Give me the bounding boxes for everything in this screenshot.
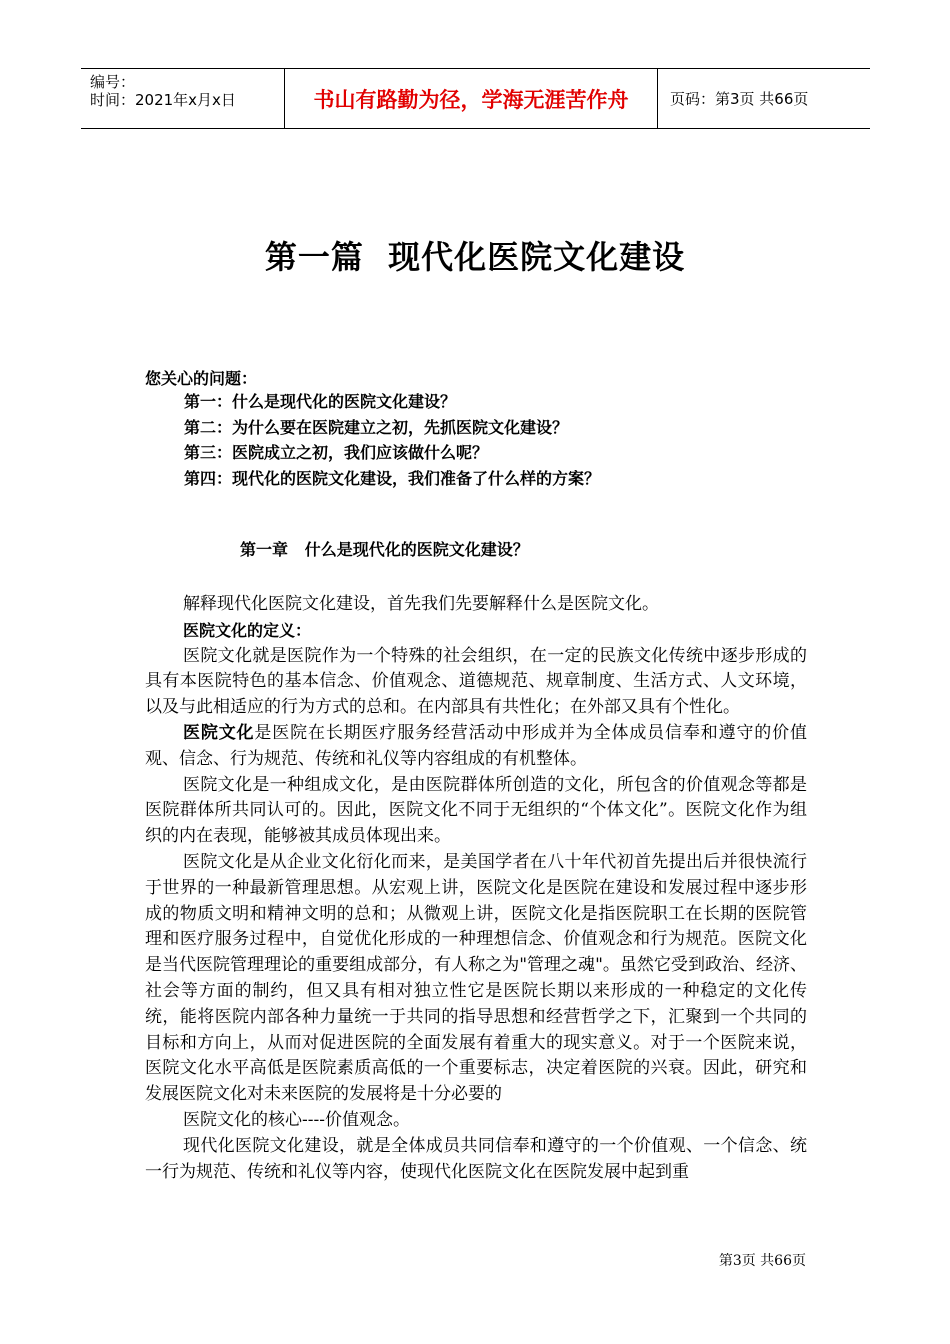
chapter-title: 第一章 什么是现代化的医院文化建设？ <box>240 540 529 559</box>
body-text <box>145 592 807 1185</box>
paragraph: 现代化医院文化建设，就是全体成员共同信奉和遵守的一个价值观、一个信念、统一行为规范、传统和礼仪等内容，使现代化医院文化在医院发展中起到重 <box>145 1135 807 1182</box>
page-footer: 第3页 共66页 <box>718 1253 806 1269</box>
header-meta <box>81 69 284 128</box>
header-page-info: 页码：第3页 共66页 <box>670 90 809 108</box>
document-date: 时间：2021年x月x日 <box>90 91 236 109</box>
paragraph: 医院文化的核心----价值观念。 <box>183 1109 410 1130</box>
definition-heading: 医院文化的定义： <box>183 620 312 640</box>
question-item: 第一：什么是现代化的医院文化建设？ <box>184 392 457 411</box>
paragraph: 医院文化是一种组成文化，是由医院群体所创造的文化，所包含的价值观念等都是医院群体所共同认可的。因此，医院文化不同于无组织的“个体文化”。医院文化作为组织的内在表现，能够被其成员体现出来。 <box>145 774 807 847</box>
intro-paragraph: 解释现代化医院文化建设，首先我们先要解释什么是医院文化。 <box>183 594 659 614</box>
paragraph <box>145 721 807 773</box>
question-item: 第二：为什么要在医院建立之初，先抓医院文化建设？ <box>184 417 569 437</box>
question-item: 第三：医院成立之初，我们应该做什么呢？ <box>184 443 489 463</box>
part-title: 第一篇 现代化医院文化建设 <box>264 238 686 276</box>
bold-term: 医院文化 <box>183 722 255 743</box>
concern-label: 您关心的问题： <box>145 369 258 388</box>
paragraph: 医院文化是从企业文化衍化而来，是美国学者在八十年代初首先提出后并很快流行于世界的一种最新管理思想。从宏观上讲，医院文化是医院在建设和发展过程中逐步形成的物质文明和精神文明的总和；从微观上讲，医院文化是指医院职工在长期的医院管理和医疗服务过程中，自觉优化形成的一种理想信念、价值观念和行为规范。医院文化是当代医院管理理论的重要组成部分，有人称之为"管理之魂"。虽然它受到政治、经济、社会等方面的制约，但又具有相对独立性它是医院长期以来形成的一种稳定的文化传统，能将医院内部各种力量统一于共同的指导思想和经营哲学之下，汇聚到一个共同的目标和方向上，从而对促进医院的全面发展有着重大的现实意义。对于一个医院来说，医院文化水平高低是医院素质高低的一个重要标志，决定着医院的兴衰。因此，研究和发展医院文化对未来医院的发展将是十分必要的 <box>145 851 807 1105</box>
header-motto: 书山有路勤为径，学海无涯苦作舟 <box>284 69 658 128</box>
question-item: 第四：现代化的医院文化建设，我们准备了什么样的方案？ <box>184 469 601 489</box>
question-list <box>184 389 600 492</box>
page-header <box>81 68 870 129</box>
document-number-label: 编号： <box>90 73 136 91</box>
paragraph: 医院文化就是医院作为一个特殊的社会组织，在一定的民族文化传统中逐步形成的具有本医院特色的基本信念、价值观念、道德规范、规章制度、生活方式、人文环境，以及与此相适应的行为方式的总和。在内部具有共性化；在外部又具有个性化。 <box>145 645 807 718</box>
paragraph-text: 是医院在长期医疗服务经营活动中形成并为全体成员信奉和遵守的价值观、信念、行为规范、传统和礼仪等内容组成的有机整体。 <box>145 722 808 769</box>
